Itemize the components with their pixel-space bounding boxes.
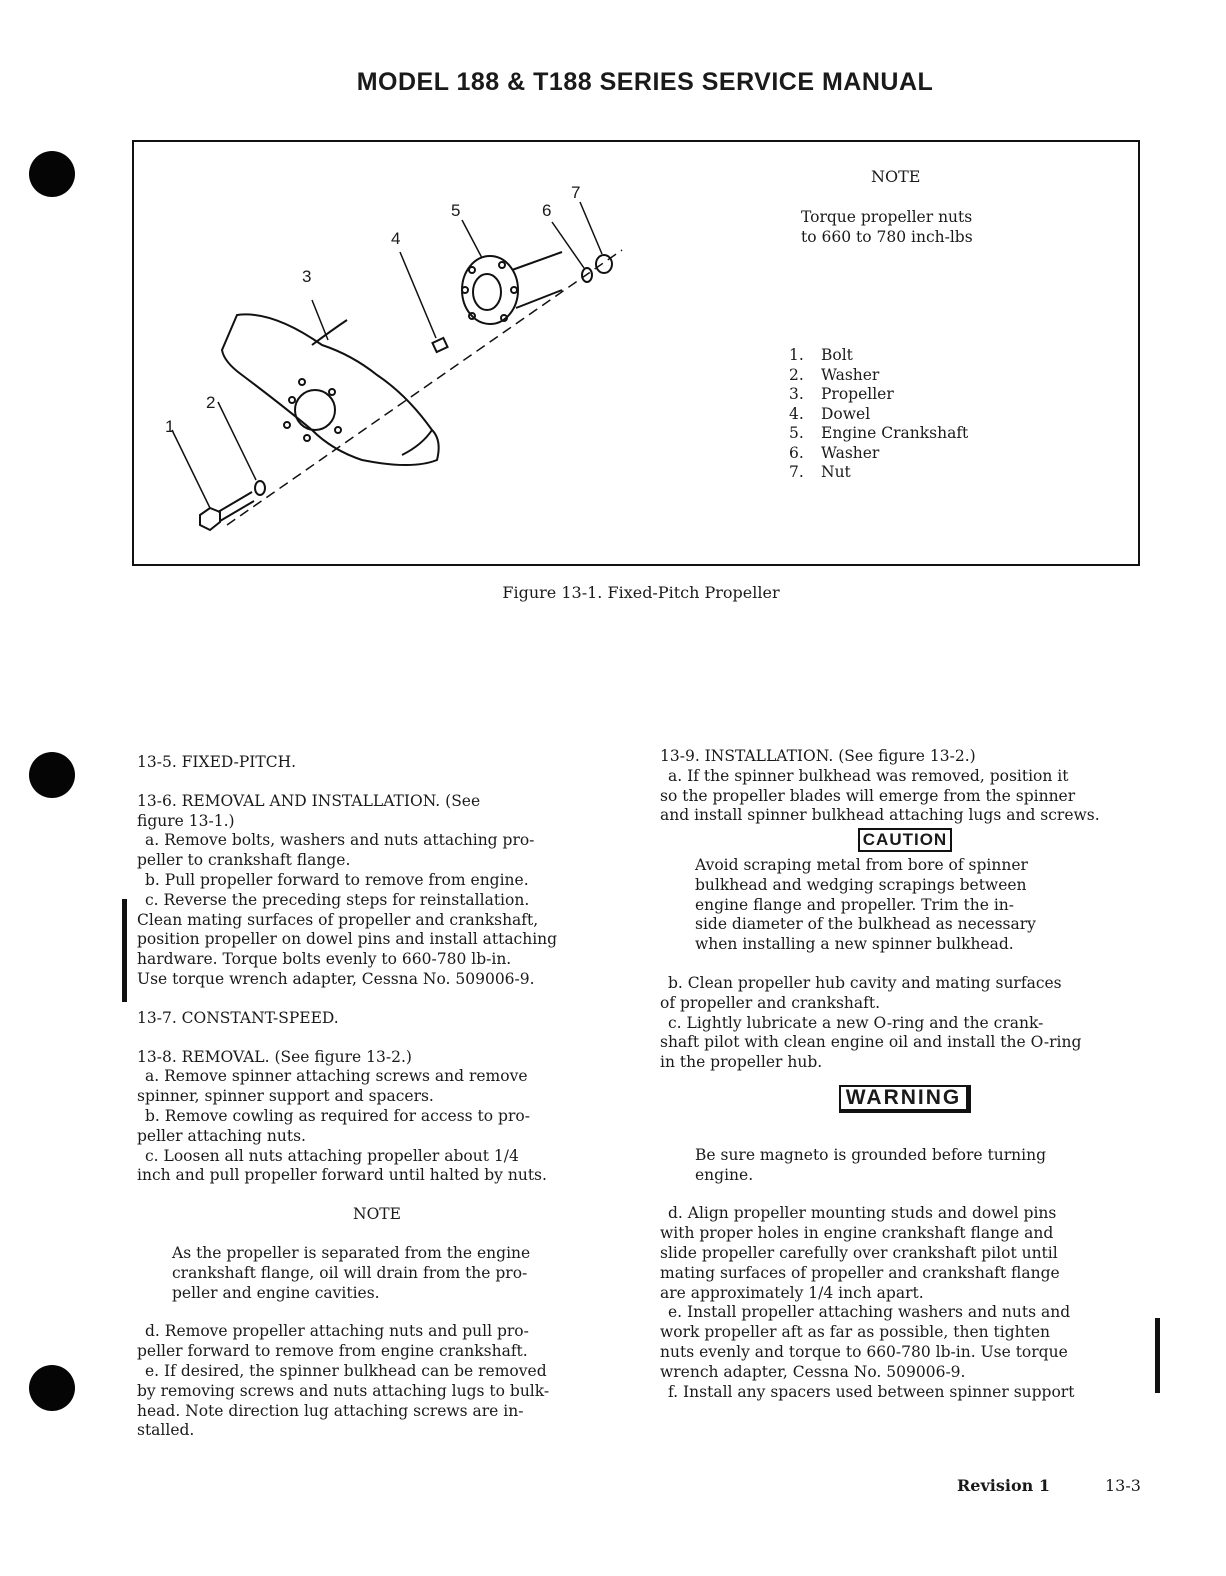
note-block — [137, 1244, 617, 1303]
propeller-exploded-diagram — [132, 140, 1136, 562]
text-line: e. If desired, the spinner bulkhead can be removed — [145, 1361, 547, 1380]
text-line: peller to crankshaft flange. — [137, 851, 351, 870]
page-header: MODEL 188 & T188 SERIES SERVICE MANUAL — [356, 68, 934, 96]
figure-note-line: Torque propeller nuts — [801, 208, 973, 226]
text-line: are approximately 1/4 inch apart. — [660, 1283, 924, 1302]
text-line: spinner, spinner support and spacers. — [137, 1087, 434, 1106]
callout-1: 1 — [165, 417, 175, 436]
text-line: f. Install any spacers used between spinner support — [668, 1382, 1075, 1401]
section-heading: 13-7. CONSTANT-SPEED. — [137, 1008, 339, 1027]
callout-4: 4 — [391, 229, 401, 248]
binder-hole — [29, 1365, 75, 1411]
text-line: when installing a new spinner bulkhead. — [695, 935, 1014, 954]
text-line: c. Loosen all nuts attaching propeller about 1/4 — [145, 1146, 519, 1165]
figure-note-heading: NOTE — [871, 167, 921, 186]
text-line: c. Lightly lubricate a new O-ring and the crank- — [668, 1013, 1044, 1032]
text-line: b. Clean propeller hub cavity and mating surfaces — [668, 973, 1062, 992]
text-line: mating surfaces of propeller and crankshaft flange — [660, 1263, 1060, 1282]
callout-2: 2 — [206, 393, 216, 412]
left-column — [137, 753, 617, 1441]
legend-item: 5. Engine Crankshaft — [789, 424, 969, 442]
text-line: so the propeller blades will emerge from the spinner — [660, 786, 1076, 805]
text-line: of propeller and crankshaft. — [660, 993, 881, 1012]
text-line: peller forward to remove from engine crankshaft. — [137, 1342, 528, 1361]
warning-label: WARNING — [839, 1085, 972, 1113]
legend-item: 7. Nut — [789, 463, 851, 481]
section-heading: 13-9. INSTALLATION. (See figure 13-2.) — [660, 747, 976, 765]
text-line: b. Remove cowling as required for access to pro- — [145, 1106, 530, 1125]
text-line: c. Reverse the preceding steps for reinstallation. — [145, 890, 530, 909]
figure-note-text — [801, 207, 973, 247]
text-line: As the propeller is separated from the engine — [172, 1243, 531, 1262]
text-line: e. Install propeller attaching washers and nuts and — [668, 1303, 1071, 1322]
text-line: slide propeller carefully over crankshaft pilot until — [660, 1243, 1058, 1262]
text-line: crankshaft flange, oil will drain from the pro- — [172, 1263, 528, 1282]
text-line: side diameter of the bulkhead as necessary — [695, 915, 1036, 934]
revision-bar — [122, 899, 127, 1002]
text-line: stalled. — [137, 1421, 195, 1440]
text-line: with proper holes in engine crankshaft flange and — [660, 1224, 1054, 1243]
text-line: a. Remove spinner attaching screws and remove — [145, 1067, 528, 1086]
text-line: by removing screws and nuts attaching lugs to bulk- — [137, 1381, 550, 1400]
callout-3: 3 — [302, 267, 312, 286]
text-line: position propeller on dowel pins and install attaching — [137, 930, 558, 949]
revision-bar — [1155, 1318, 1160, 1393]
propeller-hub-bore — [295, 390, 335, 430]
text-line: Use torque wrench adapter, Cessna No. 509006-9. — [137, 969, 535, 988]
text-line: engine. — [695, 1165, 754, 1184]
text-line: work propeller aft as far as possible, then tighten — [660, 1323, 1050, 1342]
figure-note-line: to 660 to 780 inch-lbs — [801, 228, 973, 246]
text-line: a. If the spinner bulkhead was removed, position it — [668, 766, 1069, 785]
text-line: nuts evenly and torque to 660-780 lb-in. Use torque — [660, 1342, 1068, 1361]
washer — [255, 481, 265, 495]
figure-caption: Figure 13-1. Fixed-Pitch Propeller — [502, 583, 780, 602]
legend-item: 1. Bolt — [789, 346, 853, 364]
revision-label: Revision 1 — [957, 1476, 1050, 1495]
legend-item: 3. Propeller — [789, 385, 894, 403]
text-line: bulkhead and wedging scrapings between — [695, 875, 1027, 894]
section-heading: 13-8. REMOVAL. (See figure 13-2.) — [137, 1047, 412, 1066]
callout-5: 5 — [451, 201, 461, 220]
callout-7: 7 — [571, 183, 581, 202]
binder-hole — [29, 151, 75, 197]
callout-6: 6 — [542, 201, 552, 220]
text-line: b. Pull propeller forward to remove from engine. — [145, 870, 529, 889]
text-line: and install spinner bulkhead attaching lugs and screws. — [660, 806, 1100, 825]
text-line: peller attaching nuts. — [137, 1126, 306, 1145]
text-line: wrench adapter, Cessna No. 509006-9. — [660, 1362, 966, 1381]
text-line: head. Note direction lug attaching screws are in- — [137, 1401, 524, 1420]
binder-hole — [29, 752, 75, 798]
text-line: shaft pilot with clean engine oil and install the O-ring — [660, 1033, 1082, 1052]
text-line: engine flange and propeller. Trim the in- — [695, 895, 1014, 914]
text-line: Be sure magneto is grounded before turning — [695, 1145, 1046, 1164]
text-line: inch and pull propeller forward until halted by nuts. — [137, 1166, 547, 1185]
legend-item: 6. Washer — [789, 443, 880, 462]
note-heading: NOTE — [353, 1205, 401, 1224]
text-line: hardware. Torque bolts evenly to 660-780 lb-in. — [137, 950, 512, 969]
caution-block — [660, 856, 1150, 955]
nut — [596, 255, 612, 273]
legend-item: 2. Washer — [789, 365, 880, 384]
section-heading: 13-6. REMOVAL AND INSTALLATION. (See — [137, 791, 481, 810]
figure-legend — [789, 346, 968, 483]
text-line: Avoid scraping metal from bore of spinner — [695, 855, 1028, 874]
text-line: in the propeller hub. — [660, 1053, 823, 1072]
warning-block — [660, 1146, 1150, 1186]
text-line: figure 13-1.) — [137, 811, 235, 830]
section-heading: 13-5. FIXED-PITCH. — [137, 753, 297, 771]
engine-crankshaft — [462, 252, 562, 324]
text-line: d. Align propeller mounting studs and dowel pins — [668, 1204, 1057, 1223]
text-line: a. Remove bolts, washers and nuts attaching pro- — [145, 831, 535, 850]
page-number: 13-3 — [1105, 1476, 1141, 1495]
text-line: peller and engine cavities. — [172, 1283, 380, 1302]
text-line: Clean mating surfaces of propeller and crankshaft, — [137, 910, 539, 929]
caution-label: CAUTION — [858, 828, 952, 852]
right-column — [660, 747, 1150, 1402]
dowel — [432, 338, 447, 352]
legend-item: 4. Dowel — [789, 404, 871, 423]
text-line: d. Remove propeller attaching nuts and pull pro- — [145, 1322, 529, 1341]
